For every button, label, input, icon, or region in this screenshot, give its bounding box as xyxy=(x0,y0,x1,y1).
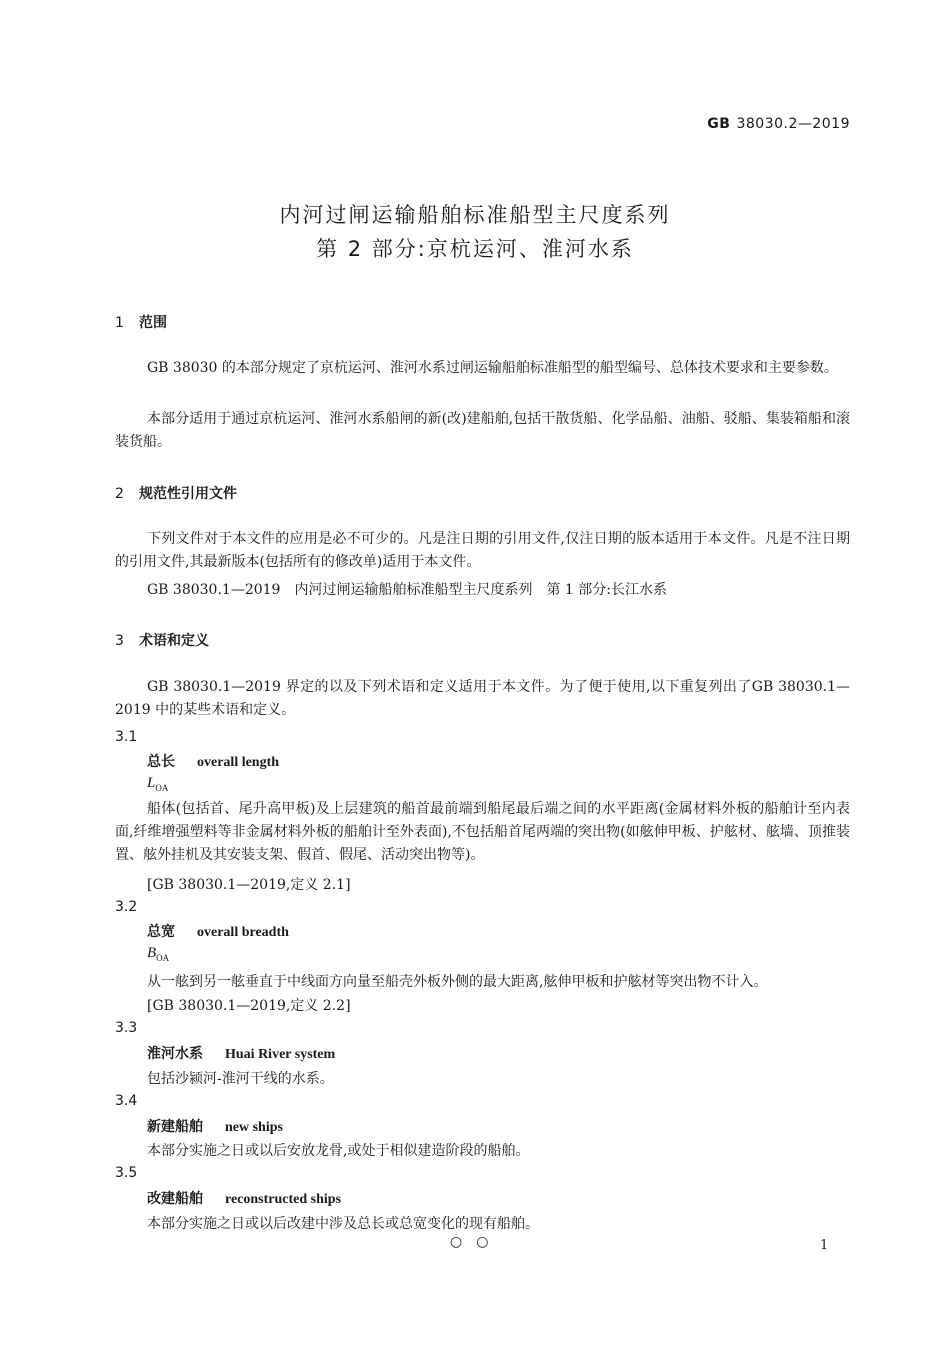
term-symbol: $L_{OA}$ xyxy=(147,775,169,793)
term-symbol: $B_{OA}$ xyxy=(147,945,170,963)
section-3-heading: 3 术语和定义 xyxy=(115,633,209,649)
section-3-paragraph-1: GB 38030.1—2019 界定的以及下列术语和定义适用于本文件。为了便于使用,以下重复列出了GB 38030.1—2019 中的某些术语和定义。 xyxy=(115,679,850,718)
term-source: [GB 38030.1—2019,定义 2.1] xyxy=(147,877,351,893)
term-number: 3.2 xyxy=(115,899,138,915)
footer-marks: ○○ xyxy=(450,1234,503,1250)
section-1-paragraph-2: 本部分适用于通过京杭运河、淮河水系船闸的新(改)建船舶,包括干散货船、化学品船、油船、驳船、集装箱船和滚装货船。 xyxy=(115,411,850,450)
term-definition: 本部分实施之日或以后改建中涉及总长或总宽变化的现有船舶。 xyxy=(147,1216,539,1232)
term-number: 3.3 xyxy=(115,1020,138,1036)
term-title: 新建船舶 new ships xyxy=(147,1119,283,1135)
term-title: 淮河水系 Huai River system xyxy=(147,1046,336,1062)
section-1-paragraph-1: GB 38030 的本部分规定了京杭运河、淮河水系过闸运输船舶标准船型的船型编号、总体技术要求和主要参数。 xyxy=(147,360,838,376)
term-definition: 从一舷到另一舷垂直于中线面方向量至船壳外板外侧的最大距离,舷伸甲板和护舷材等突出物不计入。 xyxy=(147,974,768,990)
section-2-paragraph-1: 下列文件对于本文件的应用是必不可少的。凡是注日期的引用文件,仅注日期的版本适用于本文件。凡是不注日期的引用文件,其最新版本(包括所有的修改单)适用于本文件。 xyxy=(115,531,850,570)
term-definition: 包括沙颍河-淮河干线的水系。 xyxy=(147,1071,334,1087)
page-number: 1 xyxy=(820,1238,829,1253)
standard-number: GB 38030.2—2019 xyxy=(707,116,850,132)
term-number: 3.4 xyxy=(115,1093,138,1109)
document-title: 内河过闸运输船舶标准船型主尺度系列 xyxy=(279,203,671,227)
term-source: [GB 38030.1—2019,定义 2.2] xyxy=(147,998,351,1014)
term-title: 总长 overall length xyxy=(147,754,280,770)
term-number: 3.5 xyxy=(115,1165,138,1181)
normative-reference: GB 38030.1—2019 内河过闸运输船舶标准船型主尺度系列 第 1 部分:长江水系 xyxy=(147,582,667,598)
section-1-heading: 1 范围 xyxy=(115,315,167,331)
section-2-heading: 2 规范性引用文件 xyxy=(115,486,237,502)
document-subtitle: 第 2 部分:京杭运河、淮河水系 xyxy=(316,237,634,261)
term-title: 总宽 overall breadth xyxy=(147,924,289,940)
term-number: 3.1 xyxy=(115,729,138,745)
term-title: 改建船舶 reconstructed ships xyxy=(147,1191,342,1207)
term-definition: 船体(包括首、尾升高甲板)及上层建筑的船首最前端到船尾最后端之间的水平距离(金属材料外板的船舶计至内表面,纤维增强塑料等非金属材料外板的船舶计至外表面),不包括船首尾两端的突出物(如舷伸甲板、护舷材、舷墙、顶推装置、舷外挂机及其安装支架、假首、假尾、活动突出物等)。 xyxy=(115,801,850,863)
term-definition: 本部分实施之日或以后安放龙骨,或处于相似建造阶段的船舶。 xyxy=(147,1143,530,1159)
